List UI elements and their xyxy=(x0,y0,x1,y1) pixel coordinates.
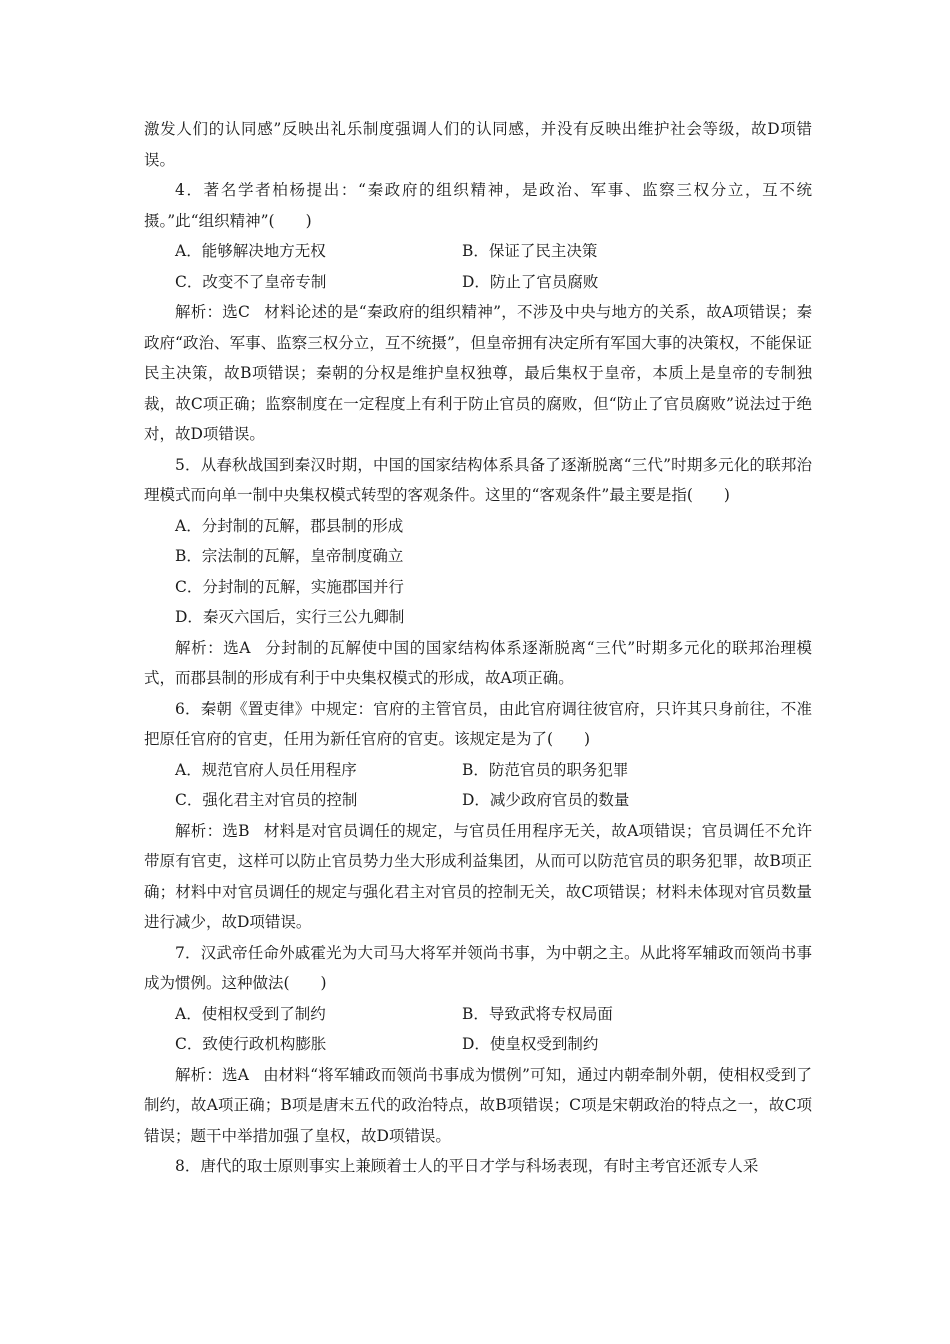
question-stem: 8．唐代的取士原则事实上兼顾着士人的平日才学与科场表现，有时主考官还派专人采 xyxy=(175,1157,759,1175)
analysis-body: 材料是对官员调任的规定，与官员任用程序无关，故A项错误；官员调任不允许带原有官吏，这样可以防止官员势力坐大形成利益集团，从而可以防范官员的职务犯罪，故B项正确；材料中对官员调任的规定与强化君主对官员的控制无关，故C项错误；材料未体现对官员数量进行减少，故D项错误。 xyxy=(144,821,812,931)
option-c: C．分封制的瓦解，实施郡国并行 xyxy=(175,577,404,596)
option-c: C．致使行政机构膨胀 xyxy=(175,1035,327,1053)
analysis-body: 分封制的瓦解使中国的国家结构体系逐渐脱离“三代”时期多元化的联邦治理模式，而郡县制的形成有利于中央集权模式的形成，故A项正确。 xyxy=(144,638,812,687)
option-d: D．使皇权受到制约 xyxy=(462,1035,599,1053)
analysis xyxy=(144,1060,812,1152)
options-list xyxy=(144,511,812,633)
question-8 xyxy=(144,1151,812,1182)
question-stem: 5．从春秋战国到秦汉时期，中国的国家结构体系具备了逐渐脱离“三代”时期多元化的联邦治理模式而向单一制中央集权模式转型的客观条件。这里的“客观条件”最主要是指( ) xyxy=(144,455,812,504)
option-a: A．规范官府人员任用程序 xyxy=(175,760,357,779)
options-grid xyxy=(144,755,812,816)
analysis-lead: 解析：选A xyxy=(175,638,251,657)
option-b: B．保证了民主决策 xyxy=(462,242,598,260)
option-b: B．宗法制的瓦解，皇帝制度确立 xyxy=(175,547,404,565)
option-a: A．能够解决地方无权 xyxy=(175,242,326,260)
analysis-lead: 解析：选B xyxy=(175,821,250,840)
option-c: C．强化君主对官员的控制 xyxy=(175,791,358,809)
analysis xyxy=(144,297,812,450)
analysis-body: 材料论述的是“秦政府的组织精神”，不涉及中央与地方的关系，故A项错误；秦政府“政治、军事、监察三权分立，互不统摄”，但皇帝拥有决定所有军国大事的决策权，不能保证民主决策，故B项错误；秦朝的分权是维护皇权独尊，最后集权于皇帝，本质上是皇帝的专制独裁，故C项正确；监察制度在一定程度上有利于防止官员的腐败，但“防止了官员腐败”说法过于绝对，故D项错误。 xyxy=(144,303,812,443)
question-stem: 4．著名学者柏杨提出：“秦政府的组织精神，是政治、军事、监察三权分立，互不统摄。”此“组织精神”( ) xyxy=(144,181,812,230)
option-a: A．分封制的瓦解，郡县制的形成 xyxy=(175,516,404,535)
continuation-text: 激发人们的认同感”反映出礼乐制度强调人们的认同感，并没有反映出维护社会等级，故D项错误。 xyxy=(144,120,812,169)
analysis xyxy=(144,633,812,694)
document-page xyxy=(144,114,812,1182)
option-c: C．改变不了皇帝专制 xyxy=(175,272,327,291)
analysis-lead: 解析：选C xyxy=(175,303,250,321)
options-grid xyxy=(144,236,812,297)
analysis-body: 由材料“将军辅政而领尚书事成为惯例”可知，通过内朝牵制外朝，使相权受到了制约，故A项正确；B项是唐末五代的政治特点，故B项错误；C项是宋朝政治的特点之一，故C项错误；题干中举措加强了皇权，故D项错误。 xyxy=(144,1065,812,1145)
question-6 xyxy=(144,694,812,938)
question-stem: 7．汉武帝任命外戚霍光为大司马大将军并领尚书事，为中朝之主。从此将军辅政而领尚书事成为惯例。这种做法( ) xyxy=(144,943,812,992)
question-stem: 6．秦朝《置吏律》中规定：官府的主管官员，由此官府调往彼官府，只许其只身前往，不准把原任官府的官吏，任用为新任官府的官吏。该规定是为了( ) xyxy=(144,699,812,748)
option-d: D．防止了官员腐败 xyxy=(462,272,599,291)
options-grid xyxy=(144,999,812,1060)
option-a: A．使相权受到了制约 xyxy=(175,1004,326,1023)
analysis-lead: 解析：选A xyxy=(175,1065,249,1084)
option-b: B．防范官员的职务犯罪 xyxy=(462,760,629,779)
option-d: D．秦灭六国后，实行三公九卿制 xyxy=(175,608,405,626)
question-7 xyxy=(144,938,812,1152)
option-d: D．减少政府官员的数量 xyxy=(462,791,630,809)
option-b: B．导致武将专权局面 xyxy=(462,1004,613,1023)
analysis xyxy=(144,816,812,938)
question-5 xyxy=(144,450,812,694)
question-4 xyxy=(144,175,812,450)
